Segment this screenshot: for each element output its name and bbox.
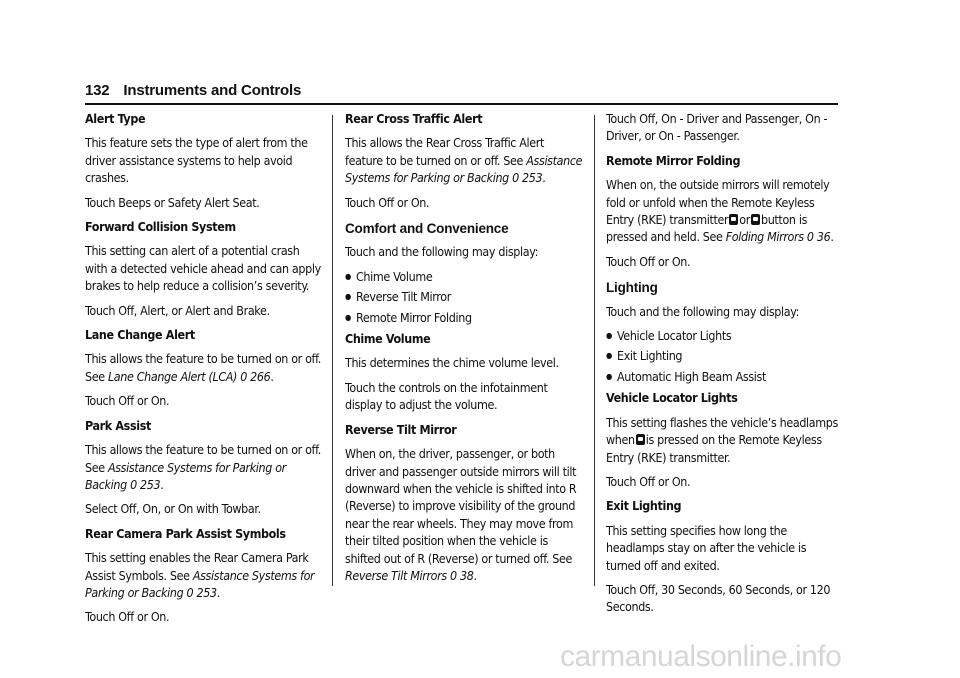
page-ref[interactable]: 0 253 (130, 476, 161, 492)
comfort-list (345, 268, 583, 326)
chime-volume-text-2: Touch the controls on the infotainment display to adjust the volume. (345, 379, 548, 413)
vehicle-locator-text: This setting flashes the vehicle’s headlamps when is pressed on the Remote Keyless Entry (RKE) transmitter. (606, 414, 838, 465)
chime-volume-heading: Chime Volume (345, 331, 431, 347)
forward-collision-text: This setting can alert of a potential crash with a detected vehicle ahead and can apply brakes to help reduce a collision’s severity. (85, 243, 321, 294)
lock-key-icon (729, 214, 738, 225)
exit-lighting-options: Touch Off, 30 Seconds, 60 Seconds, or 120 Seconds. (606, 581, 831, 615)
reverse-tilt-text: When on, the driver, passenger, or both driver and passenger outside mirrors will tilt downward when the vehicle is shifted into R (Reverse) to improve visibility of the ground near the rear wheels. They may move from their tilted position when the vehicle is shifted out of R (Reverse) or turned off. See Reverse Tilt Mirrors 0 38. (345, 446, 577, 583)
rear-cross-traffic-heading: Rear Cross Traffic Alert (345, 111, 483, 126)
rear-camera-options: Touch Off or On. (85, 609, 170, 625)
page-ref[interactable]: 0 38 (450, 567, 474, 583)
lighting-list (606, 327, 842, 385)
alert-type-options: Touch Beeps or Safety Alert Seat. (85, 194, 260, 210)
vehicle-locator-heading: Vehicle Locator Lights (606, 390, 738, 406)
lighting-section-heading: Lighting (606, 280, 658, 296)
rear-camera-link[interactable]: Assistance Systems for Parking or Backing (85, 567, 315, 600)
comfort-section-heading: Comfort and Convenience (345, 221, 509, 237)
rear-camera-text: This setting enables the Rear Camera Park Assist Symbols. See Assistance Systems for Parking or Backing 0 253. (85, 550, 315, 600)
comfort-intro: Touch and the following may display: (345, 244, 538, 260)
exit-lighting-text: This setting specifies how long the headlamps stay on after the vehicle is turned off and exited. (606, 522, 807, 573)
rear-cross-traffic-link[interactable]: Assistance Systems for Parking or Backing (345, 152, 583, 186)
list-item: ● Remote Mirror Folding (345, 309, 583, 326)
remote-mirror-options: Touch Off or On. (606, 253, 691, 269)
watermark: carmanualsonline.info (560, 640, 842, 673)
rear-camera-heading: Rear Camera Park Assist Symbols (85, 525, 286, 541)
remote-mirror-text: When on, the outside mirrors will remotely fold or unfold when the Remote Keyless Entry (RKE) transmitter or button is pressed and held. See Folding Mirrors 0 36. (606, 177, 834, 245)
list-item: ● Automatic High Beam Assist (606, 368, 842, 385)
unlock-key-icon (751, 214, 760, 225)
alert-type-heading: Alert Type (85, 111, 146, 126)
page-header (85, 82, 301, 99)
list-item: ● Exit Lighting (606, 347, 842, 364)
unlock-key-icon (636, 434, 645, 445)
folding-mirrors-link[interactable]: Folding Mirrors (725, 229, 804, 245)
page-ref[interactable]: 0 253 (512, 170, 543, 186)
rear-cross-traffic-text: This allows the Rear Cross Traffic Alert feature to be turned on or off. See Assistance Systems for Parking or Backing 0 253. (345, 135, 583, 186)
lane-change-options: Touch Off or On. (85, 393, 170, 409)
forward-collision-options: Touch Off, Alert, or Alert and Brake. (85, 302, 270, 318)
list-item: ● Vehicle Locator Lights (606, 327, 842, 344)
reverse-tilt-heading: Reverse Tilt Mirror (345, 421, 457, 437)
column-3 (606, 110, 842, 623)
list-item: ● Chime Volume (345, 268, 583, 285)
reverse-tilt-options: Touch Off, On - Driver and Passenger, On - Driver, or On - Passenger. (606, 111, 828, 144)
park-assist-link[interactable]: Assistance Systems for Parking or Backing (85, 459, 286, 492)
remote-mirror-heading: Remote Mirror Folding (606, 152, 741, 168)
alert-type-text: This feature sets the type of alert from the driver assistance systems to help avoid crashes. (85, 135, 308, 186)
page-ref[interactable]: 0 253 (186, 584, 217, 600)
list-item: ● Reverse Tilt Mirror (345, 288, 583, 305)
park-assist-options: Select Off, On, or On with Towbar. (85, 501, 261, 517)
page-ref[interactable]: 0 36 (806, 229, 831, 245)
lane-change-link[interactable]: Lane Change Alert (LCA) (107, 368, 238, 384)
reverse-tilt-link[interactable]: Reverse Tilt Mirrors (345, 567, 447, 583)
column-divider (594, 115, 595, 586)
page-title: Instruments and Controls (123, 82, 302, 99)
column-divider (332, 115, 333, 586)
forward-collision-heading: Forward Collision System (85, 219, 236, 235)
column-2 (345, 110, 583, 591)
rear-cross-traffic-options: Touch Off or On. (345, 194, 430, 210)
page-number: 132 (85, 82, 110, 99)
vehicle-locator-options: Touch Off or On. (606, 473, 691, 489)
lighting-intro: Touch and the following may display: (606, 303, 799, 319)
lane-change-heading: Lane Change Alert (85, 327, 195, 343)
header-rule (85, 103, 838, 105)
column-1 (85, 110, 321, 633)
park-assist-text: This allows the feature to be turned on or off. See Assistance Systems for Parking or Backing 0 253. (85, 442, 321, 492)
page-ref[interactable]: 0 266 (240, 368, 271, 384)
chime-volume-text: This determines the chime volume level. (345, 355, 559, 371)
exit-lighting-heading: Exit Lighting (606, 498, 682, 514)
park-assist-heading: Park Assist (85, 417, 151, 433)
lane-change-text: This allows the feature to be turned on or off. See Lane Change Alert (LCA) 0 266. (85, 351, 321, 384)
